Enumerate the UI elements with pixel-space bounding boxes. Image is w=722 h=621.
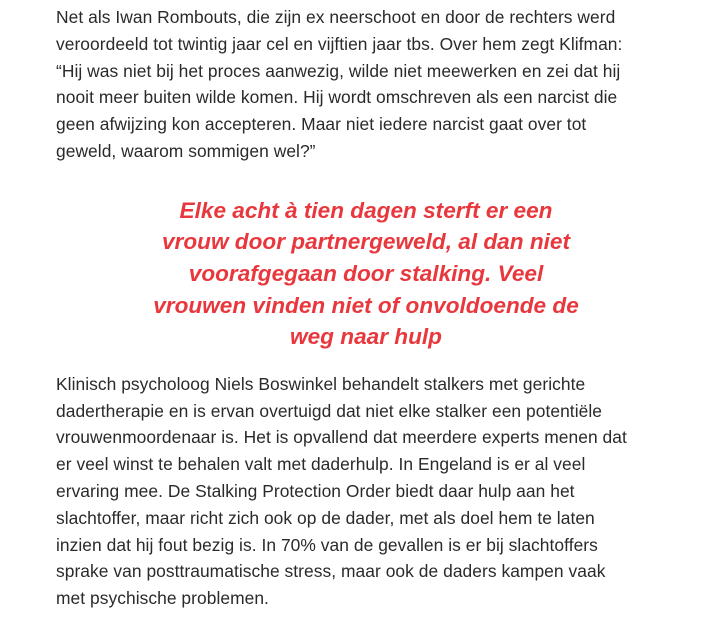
paragraph-line: er veel winst te behalen valt met daderhulp. In Engeland is er al veel [56, 454, 586, 475]
article-body [56, 4, 676, 612]
pull-quote-line: weg naar hulp [290, 324, 442, 350]
paragraph-line: Net als Iwan Rombouts, die zijn ex neerschoot en door de rechters werd [56, 7, 616, 27]
paragraph-line: veroordeeld tot twintig jaar cel en vijftien jaar tbs. Over hem zegt Klifman: [56, 33, 623, 54]
paragraph-line: vrouwenmoordenaar is. Het is opvallend dat meerdere experts menen dat [56, 427, 627, 448]
paragraph-intro [56, 4, 676, 165]
paragraph-line: nooit meer buiten wilde komen. Hij wordt omschreven als een narcist die [56, 87, 618, 108]
paragraph-line: Klinisch psycholoog Niels Boswinkel behandelt stalkers met gerichte [56, 373, 586, 394]
pull-quote-line: Elke acht à tien dagen sterft er een [179, 197, 553, 223]
paragraph-line: geweld, waarom sommigen wel?” [56, 140, 316, 161]
paragraph-line: “Hij was niet bij het proces aanwezig, wilde niet meewerken en zei dat hij [56, 60, 621, 81]
paragraph-line: geen afwijzing kon accepteren. Maar niet iedere narcist gaat over tot [56, 114, 587, 135]
paragraph-psychologist [56, 371, 676, 612]
pull-quote [56, 195, 676, 353]
paragraph-line: ervaring mee. De Stalking Protection Order biedt daar hulp aan het [56, 480, 575, 501]
pull-quote-line: voorafgegaan door stalking. Veel [188, 260, 544, 286]
paragraph-line: met psychische problemen. [56, 588, 269, 609]
paragraph-line: sprake van posttraumatische stress, maar ook de daders kampen vaak [56, 561, 606, 582]
paragraph-line: slachtoffer, maar richt zich ook op de dader, met als doel hem te laten [56, 507, 595, 528]
pull-quote-line: vrouw door partnergeweld, al dan niet [161, 229, 570, 255]
pull-quote-line: vrouwen vinden niet of onvoldoende de [153, 292, 579, 318]
paragraph-line: dadertherapie en is ervan overtuigd dat niet elke stalker een potentiële [56, 400, 602, 421]
paragraph-line: inzien dat hij fout bezig is. In 70% van de gevallen is er bij slachtoffers [56, 534, 598, 555]
